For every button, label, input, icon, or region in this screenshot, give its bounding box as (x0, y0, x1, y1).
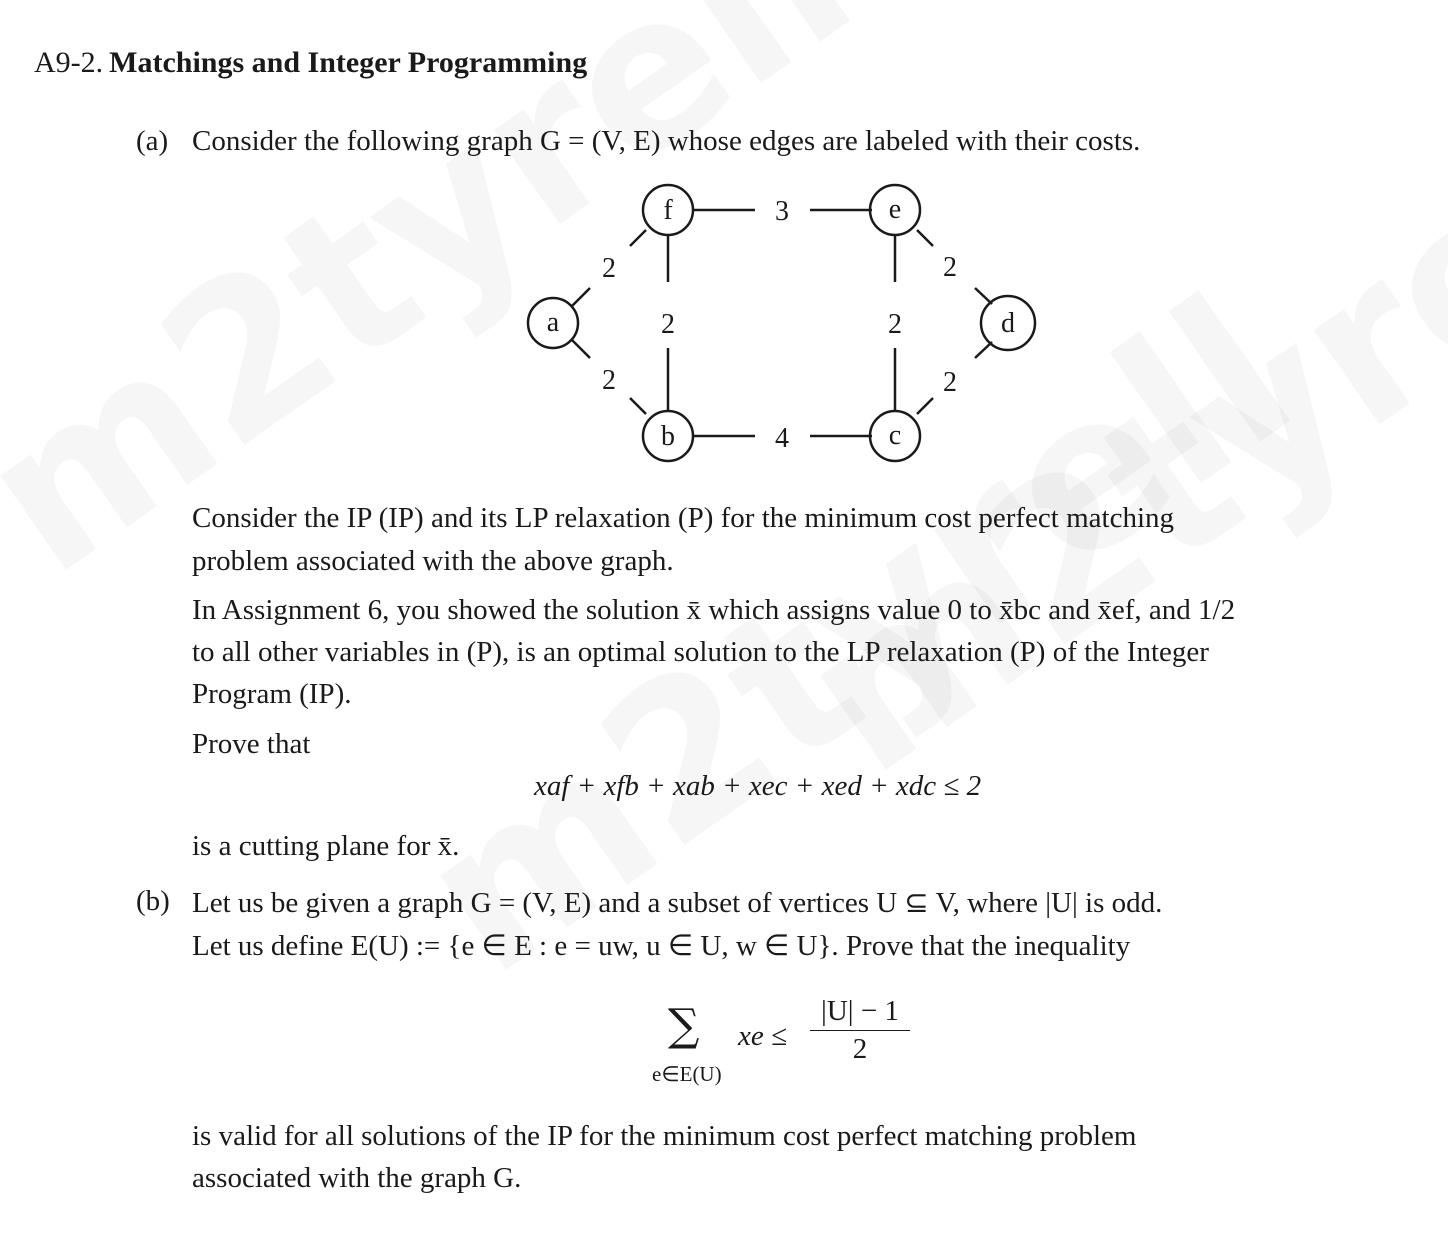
cost-af: 2 (602, 253, 616, 284)
part-a-prove: Prove that (192, 728, 311, 760)
part-b-valid-line1: is valid for all solutions of the IP for the minimum cost perfect matching problem (192, 1120, 1137, 1152)
node-d: d (1001, 308, 1015, 339)
problem-title: A9-2. Matchings and Integer Programming (34, 46, 588, 79)
inequality-a: xaf + xfb + xab + xec + xed + xdc ≤ 2 (534, 770, 982, 802)
edge-ed-low (975, 288, 992, 304)
part-b-line1: Let us be given a graph G = (V, E) and a subset of vertices U ⊆ V, where |U| is odd. (192, 887, 1163, 919)
part-a-p2-line3: Program (IP). (192, 678, 352, 710)
cost-fe: 3 (775, 196, 789, 227)
fraction-denominator: 2 (852, 1033, 868, 1065)
edge-ab-low (630, 398, 646, 414)
sum-term: xe ≤ (738, 1020, 787, 1052)
part-b-line2: Let us define E(U) := {e ∈ E : e = uw, u ∈ U, w ∈ U}. Prove that the inequality (192, 930, 1131, 962)
fraction-numerator: |U| − 1 (821, 995, 899, 1027)
cost-ab: 2 (602, 365, 616, 396)
sum-symbol: ∑ (668, 1000, 700, 1051)
part-b-label: (b) (136, 885, 170, 917)
cost-ec: 2 (888, 309, 902, 340)
part-a-label: (a) (136, 125, 169, 157)
edge-ed-high (917, 230, 933, 246)
part-a-p2-line2: to all other variables in (P), is an optimal solution to the LP relaxation (P) of the Integer (192, 636, 1209, 668)
node-e: e (888, 194, 902, 225)
edge-cd-high (975, 342, 992, 358)
fraction (810, 995, 910, 1066)
fraction-bar (810, 1030, 910, 1031)
part-a-intro: Consider the following graph G = (V, E) whose edges are labeled with their costs. (192, 125, 1141, 157)
node-b: b (661, 421, 675, 452)
part-a-p1-line1: Consider the IP (IP) and its LP relaxation (P) for the minimum cost perfect matching (192, 502, 1175, 534)
node-a: a (546, 307, 560, 338)
edge-af-high (630, 230, 646, 246)
edge-cd-low (917, 398, 933, 414)
sum-subscript: e∈E(U) (652, 1062, 722, 1086)
node-c: c (888, 420, 902, 451)
part-a-p2-line1: In Assignment 6, you showed the solution x̄ which assigns value 0 to x̄bc and x̄ef, and 1/2 (192, 594, 1236, 626)
part-a-cutting: is a cutting plane for x̄. (192, 830, 460, 862)
cost-bc: 4 (775, 423, 789, 454)
edge-af-low (572, 288, 590, 306)
node-f: f (663, 195, 673, 226)
cost-ed: 2 (943, 252, 957, 283)
part-a-p1-line2: problem associated with the above graph. (192, 545, 674, 577)
cost-graph (520, 180, 1060, 470)
cost-cd: 2 (943, 367, 957, 398)
edge-ab-high (572, 340, 590, 358)
cost-fb: 2 (661, 309, 675, 340)
part-b-valid-line2: associated with the graph G. (192, 1162, 522, 1194)
